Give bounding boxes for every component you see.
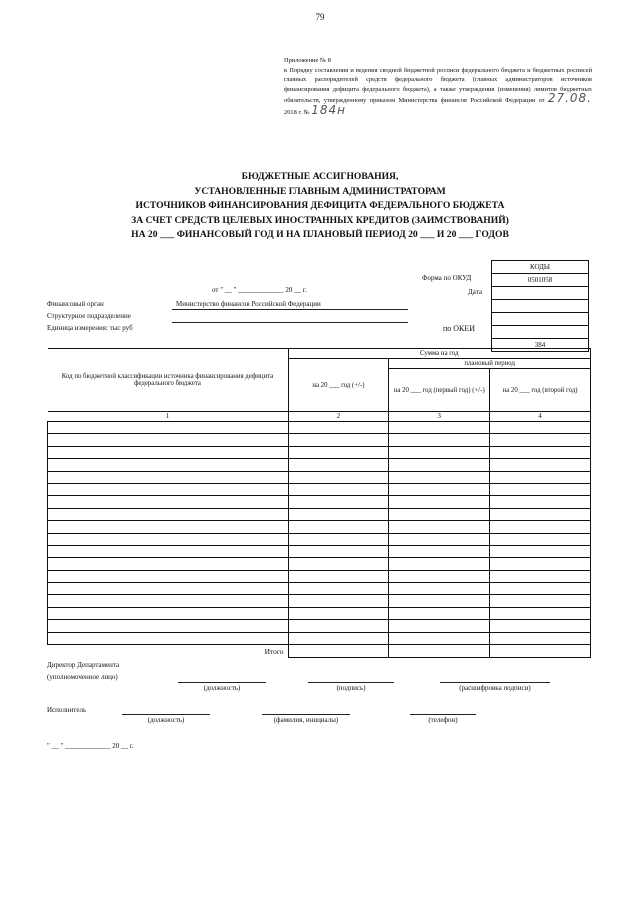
- executor-position-caption: (должность): [147, 716, 185, 724]
- codes-box: [491, 260, 589, 352]
- table-row: [48, 521, 591, 533]
- director-label: Директор Департамента: [47, 661, 120, 669]
- data-rows: [48, 422, 591, 645]
- title-line-4: ЗА СЧЕТ СРЕДСТВ ЦЕЛЕВЫХ ИНОСТРАННЫХ КРЕДИТОВ (ЗАИМСТВОВАНИЙ): [131, 214, 509, 226]
- executor-position-line: [122, 714, 210, 715]
- table-row: [48, 632, 591, 644]
- executor-name-caption: (фамилия, инициалы): [273, 716, 339, 724]
- total-row: [48, 645, 591, 658]
- assignments-table: [47, 348, 591, 658]
- table-row: [48, 570, 591, 582]
- director-sublabel: (уполномоченное лицо): [47, 673, 118, 681]
- executor-phone-line: [410, 714, 476, 715]
- empty-code-2: [492, 313, 588, 326]
- table-row: [48, 583, 591, 595]
- document-title: [0, 170, 640, 243]
- table-row: [48, 471, 591, 483]
- table-row: [48, 434, 591, 446]
- total-col3[interactable]: [389, 645, 490, 658]
- sign-date: " __ " _____________ 20 __ г.: [47, 742, 134, 750]
- appendix-title: Приложение № 8: [284, 57, 331, 64]
- fin-organ-underline: [172, 309, 408, 310]
- director-decoding-caption: (расшифровка подписи): [459, 684, 531, 692]
- col-number-4: 4: [490, 412, 591, 422]
- director-position-line: [178, 682, 266, 683]
- okud-label: Форма по ОКУД: [422, 274, 472, 282]
- date-label: Дата: [468, 288, 482, 296]
- plan-header: плановый период: [389, 359, 591, 369]
- okud-code: 0501058: [492, 274, 588, 287]
- handwritten-date: 27.08.: [547, 91, 592, 105]
- table-row: [48, 595, 591, 607]
- date-line: от " __ " _____________ 20 __ г.: [212, 286, 307, 294]
- table-row: [48, 620, 591, 632]
- director-signature-caption: (подпись): [336, 684, 366, 692]
- executor-name-line: [262, 714, 350, 715]
- total-label: Итого: [264, 646, 284, 656]
- page-number: 79: [315, 12, 325, 22]
- col-number-3: 3: [389, 412, 490, 422]
- handwritten-number: 184н: [311, 102, 346, 117]
- okei-code: 384: [534, 341, 546, 349]
- table-row: [48, 558, 591, 570]
- struct-underline: [172, 322, 408, 323]
- col-number-1: 1: [48, 412, 289, 422]
- codes-header: КОДЫ: [492, 261, 588, 274]
- col4-header: на 20 ___ год (второй год): [490, 369, 591, 412]
- col-number-2: 2: [288, 412, 389, 422]
- executor-label: Исполнитель: [47, 706, 87, 714]
- empty-code-3: [492, 326, 588, 339]
- struct-label: Структурное подразделение: [47, 312, 131, 320]
- appendix-note: [284, 56, 592, 117]
- table-row: [48, 496, 591, 508]
- col3-header: на 20 ___ год (первый год) (+/-): [389, 369, 490, 412]
- title-line-3: ИСТОЧНИКОВ ФИНАНСИРОВАНИЯ ДЕФИЦИТА ФЕДЕРАЛЬНОГО БЮДЖЕТА: [135, 200, 505, 211]
- title-line-2: УСТАНОВЛЕННЫЕ ГЛАВНЫМ АДМИНИСТРАТОРАМ: [194, 185, 446, 197]
- table-row: [48, 459, 591, 471]
- table-row: [48, 422, 591, 434]
- col1-header: Код по бюджетной классификации источника финансирования дефицита федерального бюджета: [48, 349, 289, 412]
- table-row: [48, 533, 591, 545]
- table-row: [48, 483, 591, 495]
- table-row: [48, 508, 591, 520]
- executor-phone-caption: (телефон): [428, 716, 458, 724]
- total-col4[interactable]: [490, 645, 591, 658]
- total-col2[interactable]: [288, 645, 389, 658]
- table-row: [48, 545, 591, 557]
- fin-organ-value: Министерство финансов Российской Федерации: [176, 300, 321, 308]
- director-decoding-line: [440, 682, 550, 683]
- appendix-year: 2018 г. №: [284, 108, 310, 116]
- date-code: [492, 287, 588, 300]
- empty-code-1: [492, 300, 588, 313]
- table-row: [48, 446, 591, 458]
- title-line-5: НА 20 ___ ФИНАНСОВЫЙ ГОД И НА ПЛАНОВЫЙ ПЕРИОД 20 ___ И 20 ___ ГОДОВ: [131, 229, 509, 240]
- director-signature-line: [308, 682, 394, 683]
- director-position-caption: (должность): [203, 684, 241, 692]
- fin-organ-label: Финансовый орган: [47, 300, 104, 308]
- sum-header: Сумма на год: [288, 349, 590, 359]
- okei-label: по ОКЕИ: [443, 324, 476, 333]
- col2-header: на 20 ___ год (+/-): [288, 359, 389, 412]
- table-row: [48, 607, 591, 619]
- title-line-1: БЮДЖЕТНЫЕ АССИГНОВАНИЯ,: [241, 171, 399, 182]
- appendix-text: к Порядку составления и ведения сводной бюджетной росписи федерального бюджета и бюджетных росписей главных распорядителей средств федерального бюджета (главных администраторов источников финансирования дефицита федерального бюджета), а также утверждения (изменения) лимитов бюджетных обязательств, утвержденному приказом Министерства финансов Российской Федерации от: [284, 66, 592, 104]
- unit-label: Единица измерения: тыс руб: [47, 324, 133, 332]
